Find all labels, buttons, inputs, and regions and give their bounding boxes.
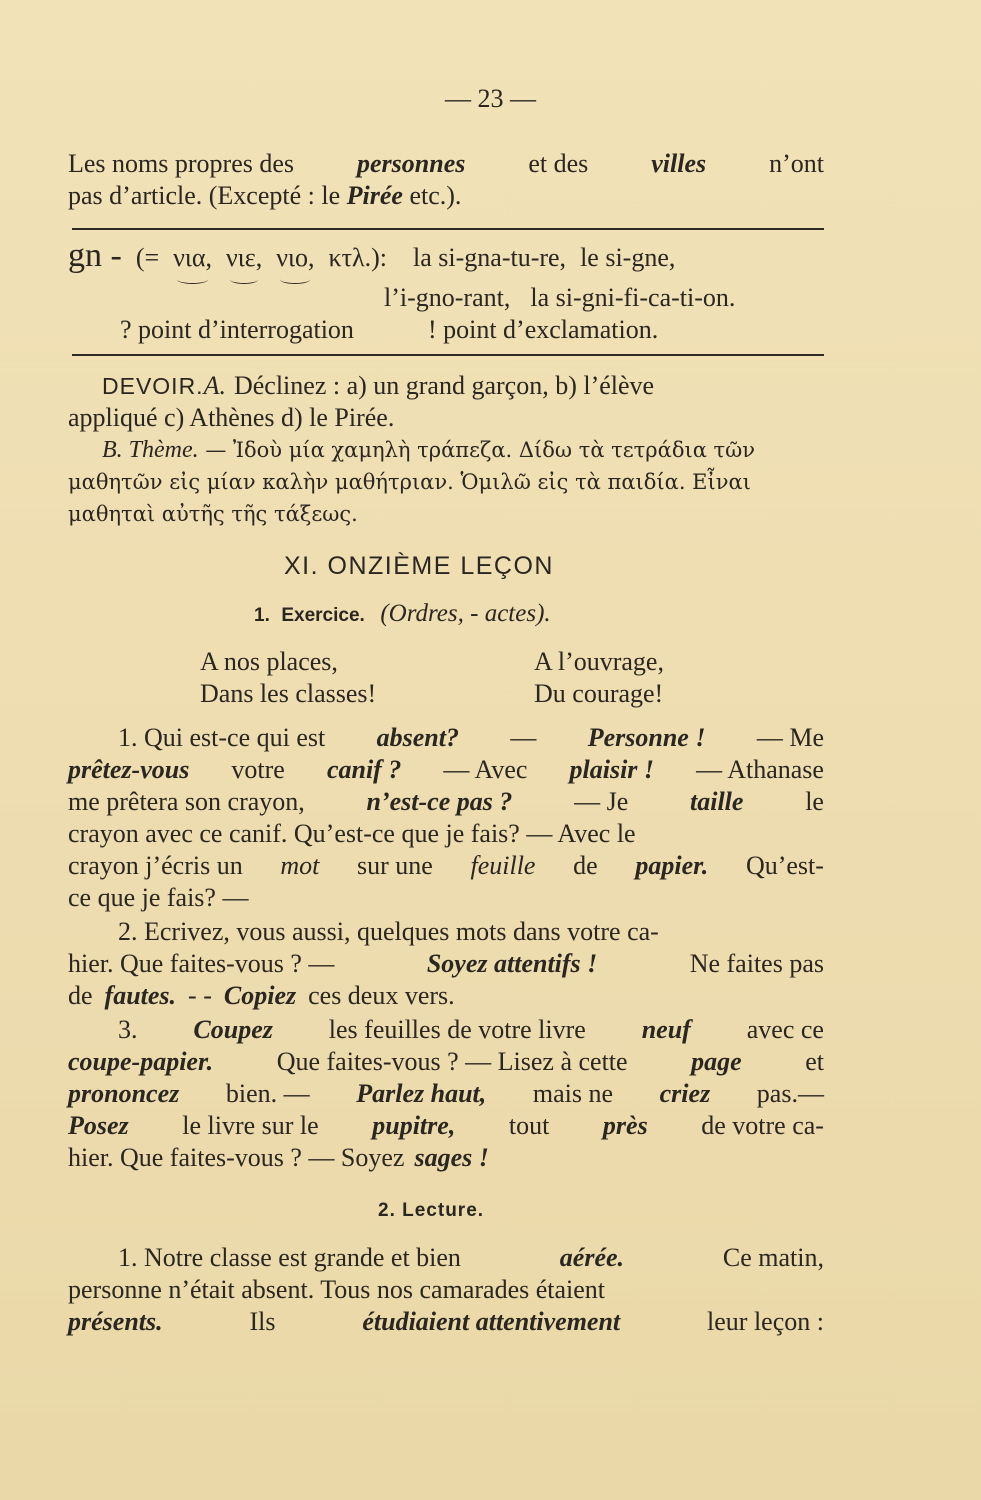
lecture-heading: 2. Lecture. bbox=[378, 1200, 485, 1221]
breve-2: νιε, bbox=[226, 243, 263, 272]
intro-paragraph bbox=[68, 148, 824, 212]
exercise-heading: 1. Exercice. (Ordres, - actes). bbox=[254, 600, 551, 627]
divider-bottom bbox=[72, 354, 824, 356]
poem-right: A l’ouvrage, Du courage! bbox=[534, 647, 664, 708]
breve-3: νιο, bbox=[276, 243, 315, 272]
gn-pronunciation-block bbox=[68, 237, 824, 346]
lesson-title: XI. ONZIÈME LEÇON bbox=[284, 552, 554, 580]
exercise-paragraph-2: 2. Ecrivez, vous aussi, quelques mots dans votre ca- hier. Que faites-vous ? — Soyez attentifs ! Ne faites pas de fautes. - - Copiez ces deux vers. bbox=[68, 917, 824, 1010]
gn-line-2: l’i-gno-rant, la si-gni-fi-ca-ti-on. bbox=[384, 283, 736, 312]
theme-line-1: B. Thème. — Ἰδοὺ μία χαμηλὴ τράπεζα. Δίδω τὰ τετράδια τῶν bbox=[102, 437, 756, 463]
divider-top bbox=[72, 228, 824, 230]
gn-label: gn - bbox=[68, 237, 122, 274]
exercise-paragraph-1: 1. Qui est-ce qui est absent? — Personne ! — Me prêtez-vous votre canif ? — Avec plaisir ! — Athanase me prêtera son crayon, n’est-ce pas ? — Je taille le crayon avec ce canif. Qu’est-ce que je fais? — Avec le crayon j’écris un mot sur une feuille de papier. Qu’est- ce que je fais? — bbox=[68, 723, 824, 912]
poem-left: A nos places, Dans les classes! bbox=[200, 647, 377, 708]
breve-1: νια, bbox=[173, 243, 213, 272]
devoir-line-1: DEVOIR. A. Déclinez : a) un grand garçon, b) l’élève bbox=[102, 371, 655, 400]
theme-label: B. Thème. bbox=[102, 437, 199, 463]
intro-line-2: pas d’article. (Excepté : le Pirée etc.). bbox=[68, 181, 462, 210]
exclamation-note: ! point d’exclamation. bbox=[427, 315, 659, 344]
gn-line-3 bbox=[68, 314, 824, 346]
intro-line-1: Les noms propres des personnes et des villes n’ont bbox=[68, 149, 824, 178]
theme-line-2: μαθητῶν εἰς μίαν καλὴν μαθήτριαν. Ὁμιλῶ εἰς τὰ παιδία. Εἶναι bbox=[68, 470, 751, 494]
gn-line-1: gn - (= νια, νιε, νιο, κτλ.): la si-gna-tu-re, le si-gne, bbox=[68, 237, 676, 274]
lecture-paragraph: 1. Notre classe est grande et bien aérée. Ce matin, personne n’était absent. Tous nos camarades étaient présents. Ils étudiaient attentivement leur leçon : bbox=[68, 1243, 824, 1336]
devoir-section bbox=[68, 370, 824, 530]
theme-line-3: μαθηταὶ αὐτῆς τῆς τάξεως. bbox=[68, 502, 358, 526]
page-number: — 23 — bbox=[445, 84, 536, 113]
devoir-line-2: appliqué c) Athènes d) le Pirée. bbox=[68, 403, 395, 432]
exercise-paragraph-3: 3. Coupez les feuilles de votre livre neuf avec ce coupe-papier. Que faites-vous ? — Lisez à cette page et prononcez bien. — Parlez haut, mais ne criez pas.— Posez le livre sur le pupitre, tout près de votre ca- hier. Que faites-vous ? — Soyez sages ! bbox=[68, 1015, 824, 1172]
interrogation-note: ? point d’interrogation bbox=[120, 315, 354, 344]
